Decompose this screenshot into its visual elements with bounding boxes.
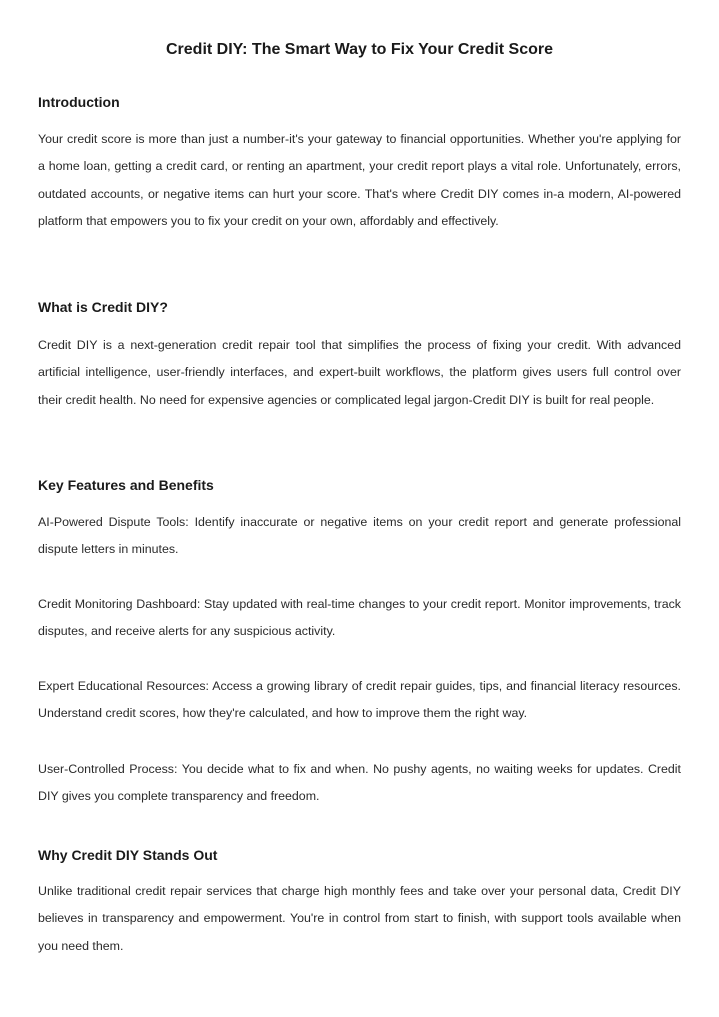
paragraph-why-stands-out: Unlike traditional credit repair services that charge high monthly fees and take over your personal data, Credit DIY believes in transparency and empowerment. You're in control from start to finish, with support tools available when you need them. [38,884,681,953]
paragraph-feature-educational-resources: Expert Educational Resources: Access a growing library of credit repair guides, tips, and financial literacy resources. Understand credit scores, how they're calculated, and how to improve them the right way. [38,679,681,721]
paragraph-feature-user-controlled: User-Controlled Process: You decide what to fix and when. No pushy agents, no waiting weeks for updates. Credit DIY gives you complete transparency and freedom. [38,762,681,804]
section-heading-key-features: Key Features and Benefits [38,477,214,493]
section-heading-introduction: Introduction [38,94,120,110]
section-heading-why-stands-out: Why Credit DIY Stands Out [38,847,218,863]
section-heading-what-is-credit-diy: What is Credit DIY? [38,299,168,315]
paragraph-what-is-credit-diy: Credit DIY is a next-generation credit repair tool that simplifies the process of fixing your credit. With advanced artificial intelligence, user-friendly interfaces, and expert-built workflows, the platform gives users full control over their credit health. No need for expensive agencies or complicated legal jargon-Credit DIY is built for real people. [38,338,681,407]
paragraph-introduction: Your credit score is more than just a number-it's your gateway to financial opportunities. Whether you're applying for a home loan, getting a credit card, or renting an apartment, your credit report plays a vital role. Unfortunately, errors, outdated accounts, or negative items can hurt your score. That's where Credit DIY comes in-a modern, AI-powered platform that empowers you to fix your credit on your own, affordably and effectively. [38,132,681,228]
document-title: Credit DIY: The Smart Way to Fix Your Credit Score [165,41,554,58]
paragraph-feature-ai-dispute-tools: AI-Powered Dispute Tools: Identify inaccurate or negative items on your credit report and generate professional dispute letters in minutes. [38,515,681,557]
paragraph-feature-credit-monitoring: Credit Monitoring Dashboard: Stay updated with real-time changes to your credit report. Monitor improvements, track disputes, and receive alerts for any suspicious activity. [38,597,681,639]
